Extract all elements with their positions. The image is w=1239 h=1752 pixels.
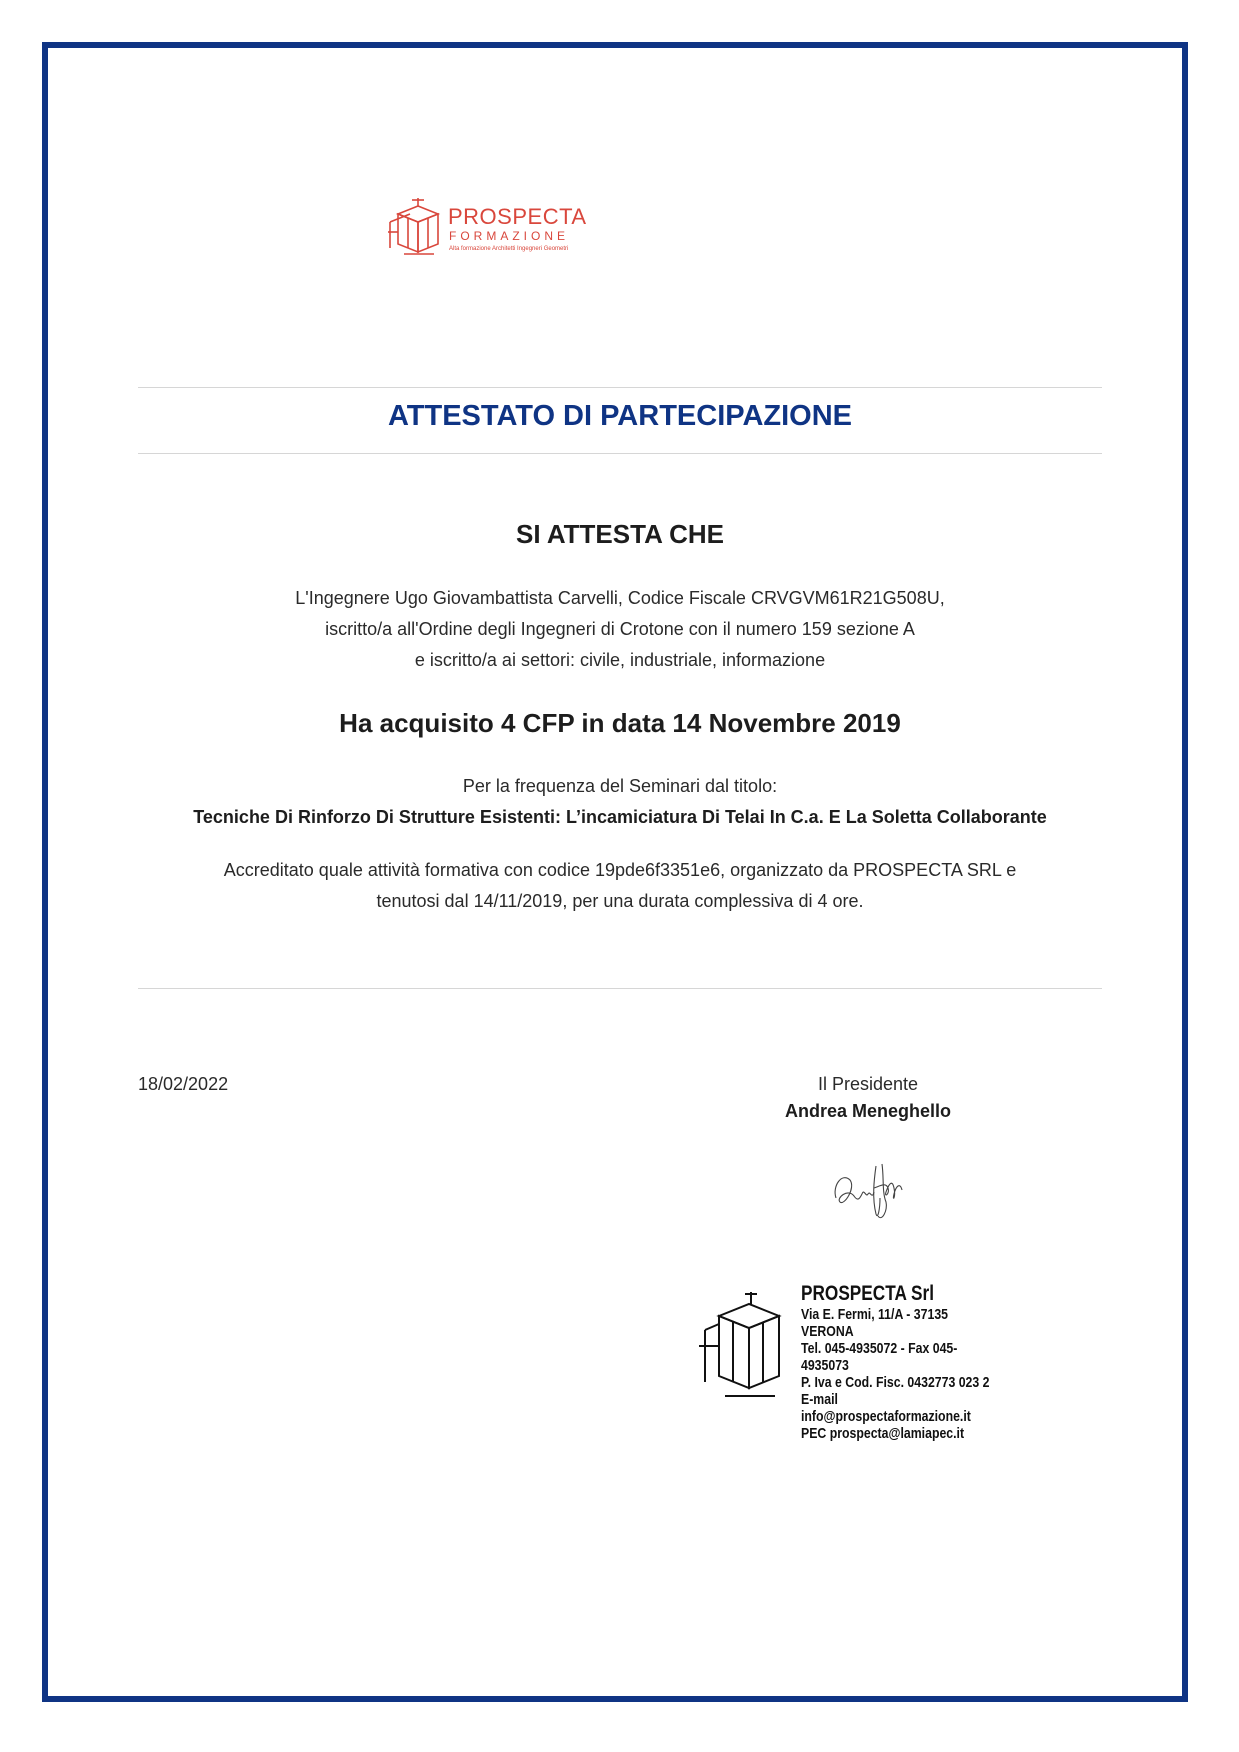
logo-brand: PROSPECTA	[448, 204, 587, 229]
accreditation-line-2: tenutosi dal 14/11/2019, per una durata complessiva di 4 ore.	[376, 891, 864, 911]
details-line-3: e iscritto/a ai settori: civile, industriale, informazione	[414, 650, 826, 670]
accreditation-line-1: Accreditato quale attività formativa con codice 19pde6f3351e6, organizzato da PROSPECTA SRL e	[223, 860, 1017, 880]
details-line-1: L'Ingegnere Ugo Giovambattista Carvelli, Codice Fiscale CRVGVM61R21G508U,	[295, 588, 945, 608]
prospecta-logo	[384, 196, 594, 268]
stamp-vat: P. Iva e Cod. Fisc. 0432773 023 2	[801, 1374, 990, 1391]
si-attesta-heading: SI ATTESTA CHE	[516, 519, 724, 549]
issue-date: 18/02/2022	[138, 1074, 229, 1094]
frequency-intro: Per la frequenza del Seminari dal titolo:	[462, 776, 778, 796]
title-divider	[138, 453, 1102, 454]
stamp-phone: Tel. 045-4935072 - Fax 045-4935073	[801, 1340, 958, 1374]
company-stamp	[695, 1282, 1045, 1442]
logo-subtitle: FORMAZIONE	[449, 229, 569, 243]
bottom-divider	[138, 988, 1102, 989]
president-role: Il Presidente	[817, 1074, 919, 1094]
top-divider	[138, 387, 1102, 388]
president-name: Andrea Meneghello	[784, 1101, 952, 1121]
stamp-email: E-mail info@prospectaformazione.it	[801, 1391, 971, 1425]
acquired-credits: Ha acquisito 4 CFP in data 14 Novembre 2019	[339, 708, 901, 738]
logo-tagline: Alta formazione Architetti Ingegneri Geometri	[449, 246, 569, 252]
certificate-title: ATTESTATO DI PARTECIPAZIONE	[388, 400, 852, 432]
stamp-company: PROSPECTA Srl	[801, 1282, 935, 1305]
stamp-pec: PEC prospecta@lamiapec.it	[801, 1425, 965, 1442]
president-signature	[830, 1158, 910, 1233]
stamp-cube-icon	[695, 1292, 795, 1402]
stamp-address: Via E. Fermi, 11/A - 37135 VERONA	[801, 1306, 949, 1340]
cube-logo-icon	[384, 196, 444, 258]
seminar-title: Tecniche Di Rinforzo Di Strutture Esistenti: L’incamiciatura Di Telai In C.a. E La Soletta Collaborante	[193, 807, 1047, 827]
details-line-2: iscritto/a all'Ordine degli Ingegneri di Crotone con il numero 159 sezione A	[325, 619, 915, 639]
